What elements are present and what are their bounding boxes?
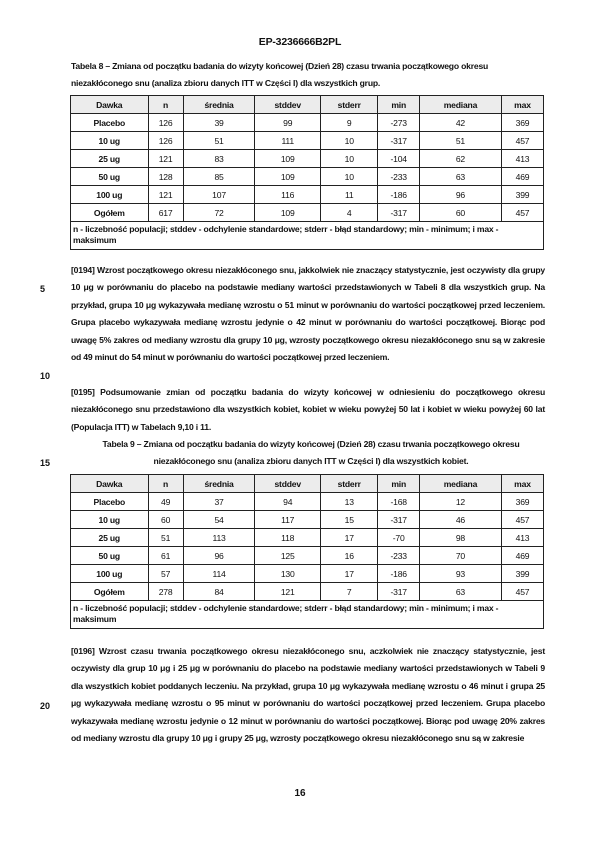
cell: -317	[378, 132, 419, 150]
cell: 84	[183, 583, 255, 601]
cell: -317	[378, 583, 419, 601]
cell-dose: 100 ug	[71, 186, 149, 204]
col-median: mediana	[419, 96, 501, 114]
cell: 278	[148, 583, 183, 601]
cell: 128	[148, 168, 183, 186]
cell: 39	[183, 114, 255, 132]
cell: 126	[148, 132, 183, 150]
cell: 17	[320, 565, 378, 583]
cell: 111	[255, 132, 320, 150]
table-8	[70, 95, 544, 250]
cell: 99	[255, 114, 320, 132]
cell: 469	[501, 547, 543, 565]
cell: 369	[501, 114, 543, 132]
cell: 121	[148, 150, 183, 168]
cell: 46	[419, 511, 501, 529]
cell: 94	[255, 493, 320, 511]
paragraph-0194: [0194] Wzrost początkowego okresu niezakłóconego snu, jakkolwiek nie znaczący statystycznie, jest oczywisty dla grupy 10 μg w porównaniu do placebo na podstawie mediany wartości przedstawionych w Tabeli 8 dla wszystkich grup. Na przykład, grupa 10 μg wykazywała medianę wzrostu o 51 minut w porównaniu do wartości początkowej przed leczeniem. Grupa placebo wykazywała medianę wzrostu jedynie o 42 minut w porównaniu do wartości początkowej. Biorąc pod uwagę 5% zakres od mediany wzrostu dla grupy 10 μg, wzrosty początkowego okresu niezakłóconego snu są w zakresie od 49 minut do 54 minut w porównaniu do wartości początkowej przed leczeniem.	[71, 265, 545, 363]
table-row	[71, 132, 544, 150]
table-row	[71, 114, 544, 132]
cell: 54	[183, 511, 255, 529]
cell: 399	[501, 186, 543, 204]
col-n: n	[148, 475, 183, 493]
col-median: mediana	[419, 475, 501, 493]
cell: 12	[419, 493, 501, 511]
paragraph-0196: [0196] Wzrost czasu trwania początkowego okresu niezakłóconego snu, aczkolwiek nie znaczący statystycznie, jest oczywisty dla grup 10 μg i 25 μg w porównaniu do placebo na podstawie mediany wartości przedstawionych w Tabeli 9 dla wszystkich kobiet poddanych leczeniu. Na przykład, grupa 10 μg wykazywała medianę wzrostu o 46 minut i grupa 25 μg wykazywała medianę wzrostu o 95 minut w porównaniu do wartości początkowej przed leczeniem. Grupa placebo wykazywała medianę wzrostu jedynie o 12 minut w porównaniu do wartości początkowej. Biorąc pod uwagę 20% zakres od mediany wzrostu dla grupy 10 μg i grupy 25 μg, wzrosty początkowego okresu niezakłóconego snu są w zakresie	[71, 646, 545, 744]
cell: 11	[320, 186, 378, 204]
paragraph-0195: [0195] Podsumowanie zmian od początku badania do wizyty końcowej w odniesieniu do początkowego okresu niezakłóconego snu przedstawiono dla wszystkich kobiet, kobiet w wieku powyżej 50 lat i kobiet w wieku powyżej 60 lat (Populacja ITT) w Tabelach 9,10 i 11.	[71, 387, 545, 432]
cell: 469	[501, 168, 543, 186]
cell: -317	[378, 204, 419, 222]
cell: 51	[419, 132, 501, 150]
cell: -168	[378, 493, 419, 511]
col-mean: średnia	[183, 96, 255, 114]
table-row	[71, 529, 544, 547]
table-row	[71, 493, 544, 511]
cell: -317	[378, 511, 419, 529]
cell: 4	[320, 204, 378, 222]
cell: 63	[419, 168, 501, 186]
cell: 15	[320, 511, 378, 529]
table-row	[71, 150, 544, 168]
col-n: n	[148, 96, 183, 114]
table-row	[71, 168, 544, 186]
cell: -233	[378, 547, 419, 565]
cell: 70	[419, 547, 501, 565]
cell: 121	[148, 186, 183, 204]
cell-dose: 10 ug	[71, 511, 149, 529]
cell: 51	[148, 529, 183, 547]
cell: 10	[320, 150, 378, 168]
table-row	[71, 565, 544, 583]
cell: 457	[501, 204, 543, 222]
cell-dose: 10 ug	[71, 132, 149, 150]
cell: 60	[148, 511, 183, 529]
cell: 121	[255, 583, 320, 601]
cell: 413	[501, 150, 543, 168]
cell-dose: 50 ug	[71, 168, 149, 186]
cell-dose: 50 ug	[71, 547, 149, 565]
cell: 117	[255, 511, 320, 529]
cell: 85	[183, 168, 255, 186]
cell: 10	[320, 168, 378, 186]
cell: 63	[419, 583, 501, 601]
cell: 13	[320, 493, 378, 511]
line-number: 20	[40, 701, 51, 711]
col-max: max	[501, 96, 543, 114]
cell-dose: 100 ug	[71, 565, 149, 583]
cell: 49	[148, 493, 183, 511]
cell: 93	[419, 565, 501, 583]
page-number: 16	[294, 788, 306, 799]
line-number: 5	[40, 284, 46, 294]
cell: 126	[148, 114, 183, 132]
document-number: EP-3236666B2PL	[258, 36, 342, 48]
cell-dose: Placebo	[71, 493, 149, 511]
cell: 96	[183, 547, 255, 565]
table-note: n - liczebność populacji; stddev - odchylenie standardowe; stderr - błąd standardowy; min - minimum; i max - maksimum	[71, 601, 544, 629]
table-9-caption: Tabela 9 – Zmiana od początku badania do wizyty końcowej (Dzień 28) czasu trwania początkowego okresu niezakłóconego snu (analiza zbioru danych ITT w Części I) dla wszystkich kobiet.	[102, 439, 520, 466]
table-header-row	[71, 475, 544, 493]
cell: 109	[255, 204, 320, 222]
col-dose: Dawka	[71, 96, 149, 114]
cell: 57	[148, 565, 183, 583]
cell: 118	[255, 529, 320, 547]
col-stderr: stderr	[320, 96, 378, 114]
cell: 96	[419, 186, 501, 204]
cell: 9	[320, 114, 378, 132]
cell: 125	[255, 547, 320, 565]
cell: 37	[183, 493, 255, 511]
table-9	[70, 474, 544, 629]
line-number: 15	[40, 458, 51, 468]
cell-dose: 25 ug	[71, 529, 149, 547]
cell-dose: 25 ug	[71, 150, 149, 168]
cell: 16	[320, 547, 378, 565]
cell: 130	[255, 565, 320, 583]
cell-dose: Ogółem	[71, 204, 149, 222]
cell: 61	[148, 547, 183, 565]
cell: 109	[255, 150, 320, 168]
cell: 617	[148, 204, 183, 222]
col-stderr: stderr	[320, 475, 378, 493]
table-note-row	[71, 222, 544, 250]
cell: -186	[378, 186, 419, 204]
table-row	[71, 511, 544, 529]
cell: -186	[378, 565, 419, 583]
cell: -233	[378, 168, 419, 186]
table-note-row	[71, 601, 544, 629]
cell: 72	[183, 204, 255, 222]
table-header-row	[71, 96, 544, 114]
col-mean: średnia	[183, 475, 255, 493]
cell: 399	[501, 565, 543, 583]
cell: 457	[501, 583, 543, 601]
cell: 60	[419, 204, 501, 222]
table-row	[71, 547, 544, 565]
cell: 17	[320, 529, 378, 547]
cell: 51	[183, 132, 255, 150]
cell: 83	[183, 150, 255, 168]
table-8-caption: Tabela 8 – Zmiana od początku badania do wizyty końcowej (Dzień 28) czasu trwania początkowego okresu niezakłóconego snu (analiza zbioru danych ITT w Części I) dla wszystkich grup.	[71, 61, 489, 88]
cell: 116	[255, 186, 320, 204]
cell: -104	[378, 150, 419, 168]
cell: 369	[501, 493, 543, 511]
cell: 113	[183, 529, 255, 547]
col-max: max	[501, 475, 543, 493]
line-number: 10	[40, 371, 51, 381]
cell: 457	[501, 511, 543, 529]
cell: 98	[419, 529, 501, 547]
table-row-total	[71, 583, 544, 601]
col-stddev: stddev	[255, 96, 320, 114]
cell: 42	[419, 114, 501, 132]
table-note: n - liczebność populacji; stddev - odchylenie standardowe; stderr - błąd standardowy; min - minimum; i max - maksimum	[71, 222, 544, 250]
cell: -273	[378, 114, 419, 132]
table-row-total	[71, 204, 544, 222]
cell: 62	[419, 150, 501, 168]
col-stddev: stddev	[255, 475, 320, 493]
table-row	[71, 186, 544, 204]
cell: 107	[183, 186, 255, 204]
cell: 413	[501, 529, 543, 547]
col-min: min	[378, 475, 419, 493]
col-min: min	[378, 96, 419, 114]
cell: 7	[320, 583, 378, 601]
cell: 457	[501, 132, 543, 150]
cell-dose: Placebo	[71, 114, 149, 132]
cell: 109	[255, 168, 320, 186]
cell: 114	[183, 565, 255, 583]
cell: -70	[378, 529, 419, 547]
col-dose: Dawka	[71, 475, 149, 493]
cell: 10	[320, 132, 378, 150]
cell-dose: Ogółem	[71, 583, 149, 601]
